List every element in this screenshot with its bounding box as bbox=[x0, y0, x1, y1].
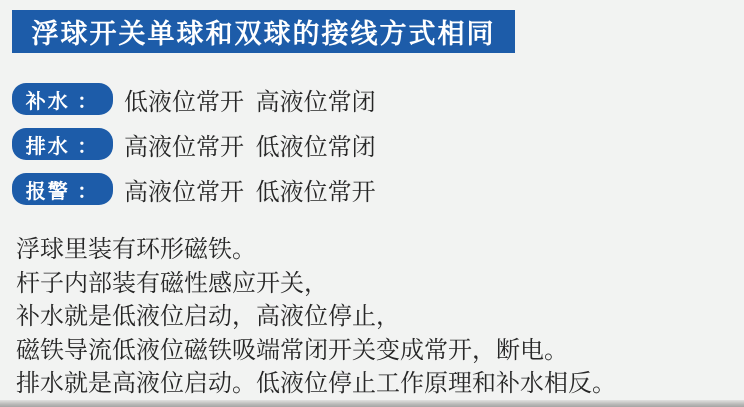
title-banner bbox=[12, 10, 515, 53]
wiring-row-drainage bbox=[12, 128, 376, 160]
info-paragraph bbox=[16, 233, 616, 401]
page-title: 浮球开关单球和双球的接线方式相同 bbox=[31, 19, 496, 49]
wiring-row-water-supply bbox=[12, 83, 376, 115]
wiring-row-alarm bbox=[12, 173, 376, 205]
paragraph-line: 磁铁导流低液位磁铁吸端常闭开关变成常开，断电。 bbox=[16, 336, 568, 364]
row-description: 低液位常开 高液位常闭 bbox=[124, 88, 376, 116]
category-badge-drainage: 排水 ： bbox=[12, 128, 113, 160]
category-badge-water-supply: 补水 ： bbox=[12, 83, 113, 115]
paragraph-line: 补水就是低液位启动，高液位停止， bbox=[16, 303, 400, 330]
category-badge-alarm: 报警 ： bbox=[12, 173, 113, 205]
paragraph-line: 浮球里装有环形磁铁。 bbox=[16, 236, 256, 263]
row-description: 高液位常开 低液位常开 bbox=[124, 178, 376, 206]
row-description: 高液位常开 低液位常闭 bbox=[124, 133, 376, 161]
paragraph-line: 排水就是高液位启动。低液位停止工作原理和补水相反。 bbox=[16, 370, 616, 397]
paragraph-line: 杆子内部装有磁性感应开关， bbox=[16, 269, 328, 297]
wiring-rows bbox=[12, 83, 376, 205]
bottom-shadow bbox=[0, 400, 744, 407]
